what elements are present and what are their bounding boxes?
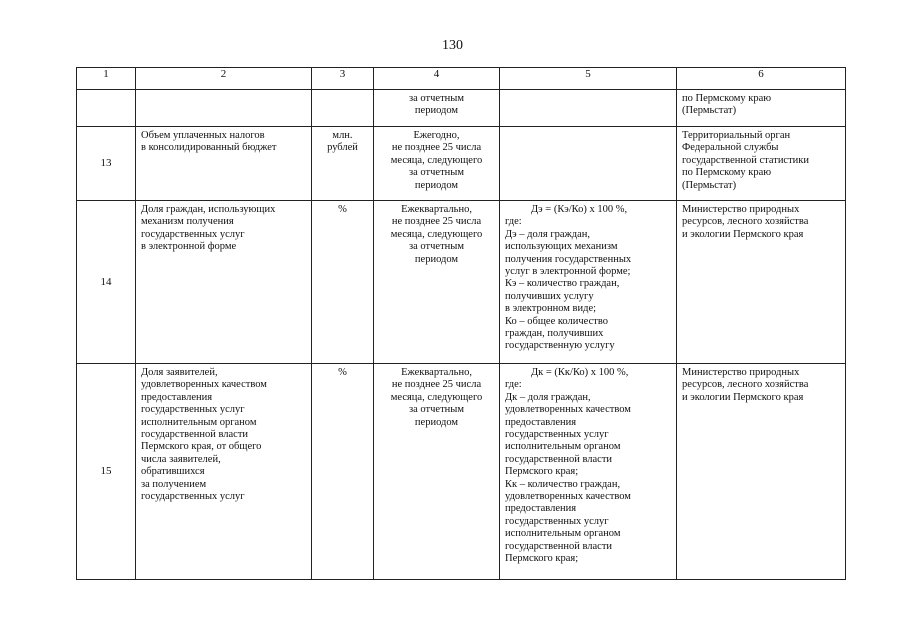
unit-line: %: [338, 367, 347, 378]
source-line: Территориальный орган: [682, 130, 791, 141]
indicators-table: [76, 67, 846, 580]
continuation-source-cell: по Пермскому краю (Пермьстат): [677, 90, 846, 127]
source-cell: [677, 127, 846, 201]
indicator-line: исполнительным органом: [141, 416, 257, 428]
unit-line: %: [338, 204, 347, 215]
method-line: где:: [505, 379, 522, 391]
period-line: Ежегодно,: [413, 130, 460, 141]
unit-cell: [312, 127, 374, 201]
method-line: использующих механизм: [505, 241, 618, 253]
period-cell: [374, 364, 500, 580]
method-line: государственную услугу: [505, 340, 615, 352]
method-line: Ко – общее количество: [505, 315, 608, 327]
period-line: месяца, следующего: [390, 228, 483, 240]
indicator-line: предоставления: [141, 391, 213, 403]
method-line: получивших услугу: [505, 290, 594, 302]
period-line: за отчетным: [409, 241, 464, 253]
period-line: за отчетным: [409, 404, 464, 416]
indicator-line: государственных услуг: [141, 404, 245, 416]
period-line: не позднее 25 числа: [391, 142, 482, 154]
method-line: исполнительным органом: [505, 528, 621, 540]
period-line: периодом: [414, 253, 459, 265]
header-col-3: 3: [312, 68, 374, 90]
period-line: периодом: [414, 416, 459, 428]
method-line: услуг в электронной форме;: [505, 266, 631, 278]
source-line: Федеральной службы: [682, 142, 779, 154]
source-line: государственной статистики: [682, 154, 810, 166]
row-number: 13: [77, 127, 136, 201]
indicator-line: государственной власти: [141, 429, 249, 441]
method-cell: [500, 201, 677, 364]
method-line: Пермского края;: [505, 553, 579, 565]
indicator-line: числа заявителей,: [141, 453, 221, 465]
method-cell: [500, 127, 677, 201]
method-line: Дк – доля граждан,: [505, 391, 591, 403]
source-cell: [677, 364, 846, 580]
period-line: периодом: [414, 179, 459, 191]
source-line: Министерство природных: [682, 204, 800, 215]
indicator-cell: [136, 201, 312, 364]
indicator-cell: [136, 364, 312, 580]
header-col-2: 2: [136, 68, 312, 90]
method-line: предоставления: [505, 503, 577, 515]
indicator-line: в консолидированный бюджет: [141, 142, 277, 154]
source-line: по Пермскому краю: [682, 167, 772, 179]
indicator-line: государственных услуг: [141, 228, 245, 240]
indicator-line: государственных услуг: [141, 491, 245, 503]
row-number: 15: [77, 364, 136, 580]
table-row: [77, 364, 846, 580]
method-line: Дк = (Кк/Ко) х 100 %,: [531, 367, 629, 378]
source-line: и экологии Пермского края: [682, 228, 804, 240]
row-number: 14: [77, 201, 136, 364]
period-line: месяца, следующего: [390, 391, 483, 403]
header-col-4: 4: [374, 68, 500, 90]
continuation-row: [77, 90, 846, 127]
method-line: Кк – количество граждан,: [505, 478, 621, 490]
period-line: не позднее 25 числа: [391, 379, 482, 391]
method-line: Пермского края;: [505, 466, 579, 478]
source-line: (Пермьстат): [682, 179, 737, 191]
source-line: ресурсов, лесного хозяйства: [682, 379, 809, 391]
method-line: исполнительным органом: [505, 441, 621, 453]
indicator-line: механизм получения: [141, 216, 234, 228]
unit-line: млн.: [332, 130, 353, 141]
method-line: государственных услуг: [505, 515, 609, 527]
indicator-cell: [136, 127, 312, 201]
source-cell: [677, 201, 846, 364]
period-cell: [374, 201, 500, 364]
method-line: предоставления: [505, 416, 577, 428]
method-line: удовлетворенных качеством: [505, 491, 631, 503]
source-line: и экологии Пермского края: [682, 391, 804, 403]
method-line: государственной власти: [505, 540, 613, 552]
table-row: [77, 127, 846, 201]
period-line: месяца, следующего: [390, 154, 483, 166]
period-line: не позднее 25 числа: [391, 216, 482, 228]
indicator-line: Объем уплаченных налогов: [141, 130, 265, 141]
method-line: граждан, получивших: [505, 328, 604, 340]
method-line: Дэ – доля граждан,: [505, 228, 591, 240]
indicator-line: Пермского края, от общего: [141, 441, 262, 453]
indicator-line: Доля заявителей,: [141, 367, 218, 378]
method-line: государственной власти: [505, 453, 613, 465]
method-line: государственных услуг: [505, 429, 609, 441]
indicator-line: обратившихся: [141, 466, 205, 478]
method-line: в электронном виде;: [505, 303, 597, 315]
period-line: за отчетным: [409, 167, 464, 179]
source-line: ресурсов, лесного хозяйства: [682, 216, 809, 228]
period-line: Ежеквартально,: [401, 204, 472, 215]
table-row: [77, 201, 846, 364]
indicator-line: удовлетворенных качеством: [141, 379, 267, 391]
source-line: Министерство природных: [682, 367, 800, 378]
method-line: где:: [505, 216, 522, 228]
unit-cell: [312, 201, 374, 364]
header-col-1: 1: [77, 68, 136, 90]
indicator-line: за получением: [141, 478, 207, 490]
header-row: [77, 68, 846, 90]
period-line: Ежеквартально,: [401, 367, 472, 378]
method-line: получения государственных: [505, 253, 632, 265]
method-line: Дэ = (Кэ/Ко) х 100 %,: [531, 204, 628, 215]
method-line: удовлетворенных качеством: [505, 404, 631, 416]
period-cell: [374, 127, 500, 201]
unit-line: рублей: [327, 142, 358, 154]
header-col-6: 6: [677, 68, 846, 90]
method-line: Кэ – количество граждан,: [505, 278, 620, 290]
continuation-period-cell: за отчетным периодом: [374, 90, 500, 127]
unit-cell: [312, 364, 374, 580]
indicator-line: Доля граждан, использующих: [141, 204, 276, 215]
indicator-line: в электронной форме: [141, 241, 237, 253]
header-col-5: 5: [500, 68, 677, 90]
method-cell: [500, 364, 677, 580]
page-number: 130: [442, 38, 463, 53]
